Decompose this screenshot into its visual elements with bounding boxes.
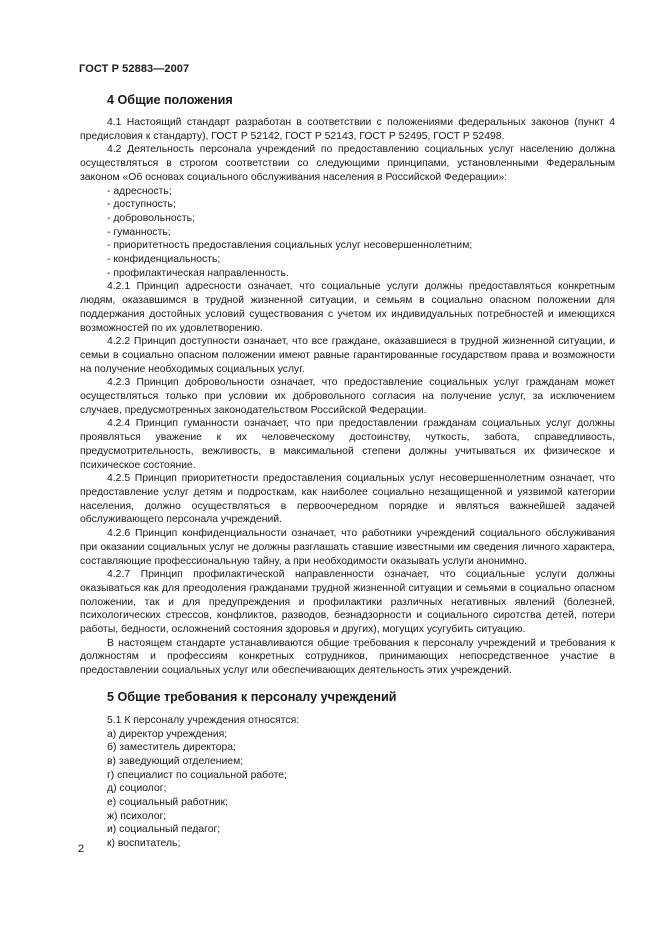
document-body [80,92,615,851]
paragraph-4-2-4: 4.2.4 Принцип гуманности означает, что при предоставлении гражданам социальных услуг должны проявляться уважение к их человеческому достоинству, чуткость, забота, справедливость, предусмотрительность, вежливость, в максимальной степени должны учитываться их физическое и психическое состояние. [80,418,615,471]
section-4-title: 4 Общие положения [107,93,233,107]
list-item: - приоритетность предоставления социальных услуг несовершеннолетним; [107,240,473,252]
list-item: г) специалист по социальной работе; [107,769,287,781]
paragraph-4-2: 4.2 Деятельность персонала учреждений по предоставлению социальных услуг населению должна осуществляться в строгом соответствии со следующими принципами, установленными Федеральным законом «Об основах социального обслуживания населения в Российской Федерации»: [80,144,615,183]
paragraph-4-2-7: 4.2.7 Принцип профилактической направленности означает, что социальные услуги должны оказываться как для преодоления гражданами трудной жизненной ситуации и семьями в социально опасном положении, так и для предупреждения и профилактики различных негативных явлений (болезней, психологических стрессов, конфликтов, разводов, безнадзорности и социального сиротства детей, потери работы, бедности, осложнений состояния здоровья и других), могущих усугубить ситуацию. [80,569,615,636]
list-item: - адресность; [107,185,172,197]
document-header: ГОСТ Р 52883—2007 [79,63,190,75]
paragraph-5-1: 5.1 К персоналу учреждения относятся: [107,714,300,726]
list-item: а) директор учреждения; [107,728,228,740]
principles-list [80,185,615,281]
paragraph-4-2-6: 4.2.6 Принцип конфиденциальности означает, что работники учреждений социального обслуживания при оказании социальных услуг не должны разглашать ставшие известными им сведения личного характера, составляющие профессиональную тайну, а при необходимости оказывать услуги анонимно. [80,528,615,567]
paragraph-4-2-5: 4.2.5 Принцип приоритетности предоставления социальных услуг несовершеннолетним означает, что предоставление услуг детям и подросткам, как наиболее социально незащищенной и уязвимой категории населения, должно осуществляться в первоочередном порядке и являться важнейшей задачей обслуживающего персонала учреждений. [80,473,615,526]
list-item: и) социальный педагог; [107,824,221,836]
page-number: 2 [78,843,85,855]
list-item: б) заместитель директора; [107,742,236,754]
section-5-title: 5 Общие требования к персоналу учреждений [107,689,397,704]
paragraph-4-2-3: 4.2.3 Принцип добровольности означает, что предоставление социальных услуг гражданам может осуществляться только при условии их добровольного согласия на получение услуг, за исключением случаев, предусмотренных законодательством Российской Федерации. [80,377,615,416]
list-item: к) воспитатель; [107,838,181,850]
list-item: д) социолог; [107,783,167,795]
paragraph-4-1: 4.1 Настоящий стандарт разработан в соответствии с положениями федеральных законов (пункт 4 предисловия к стандарту), ГОСТ Р 52142, ГОСТ Р 52143, ГОСТ Р 52495, ГОСТ Р 52498. [80,117,615,142]
list-item: - гуманность; [107,226,171,238]
list-item: - добровольность; [107,212,195,224]
list-item: - доступность; [107,199,176,211]
list-item: ж) психолог; [107,810,167,822]
paragraph-4-2-2: 4.2.2 Принцип доступности означает, что все граждане, оказавшиеся в трудной жизненной ситуации, и семьи в социально опасном положении имеют равные гарантированные государством права и возможности на получение необходимых социальных услуг. [80,336,615,375]
list-item: в) заведующий отделением; [107,755,244,767]
list-item: - конфиденциальность; [107,254,221,266]
paragraph-4-2-1: 4.2.1 Принцип адресности означает, что социальные услуги должны предоставляться конкретным людям, оказавшимся в трудной жизненной ситуации, и семьям в социально опасном положении для поддержания достойных условий существования с учетом их индивидуальных потребностей и имеющихся возможностей по их удовлетворению. [80,281,615,334]
list-item: е) социальный работник; [107,797,228,809]
list-item: - профилактическая направленность. [107,267,289,279]
paragraph-closing: В настоящем стандарте устанавливаются общие требования к персоналу учреждений и требования к должностям и профессиям конкретных сотрудников, принимающих непосредственное участие в предоставлении социальных услуг или обеспечивающих деятельность этих учреждений. [80,637,615,677]
staff-list [80,728,615,851]
